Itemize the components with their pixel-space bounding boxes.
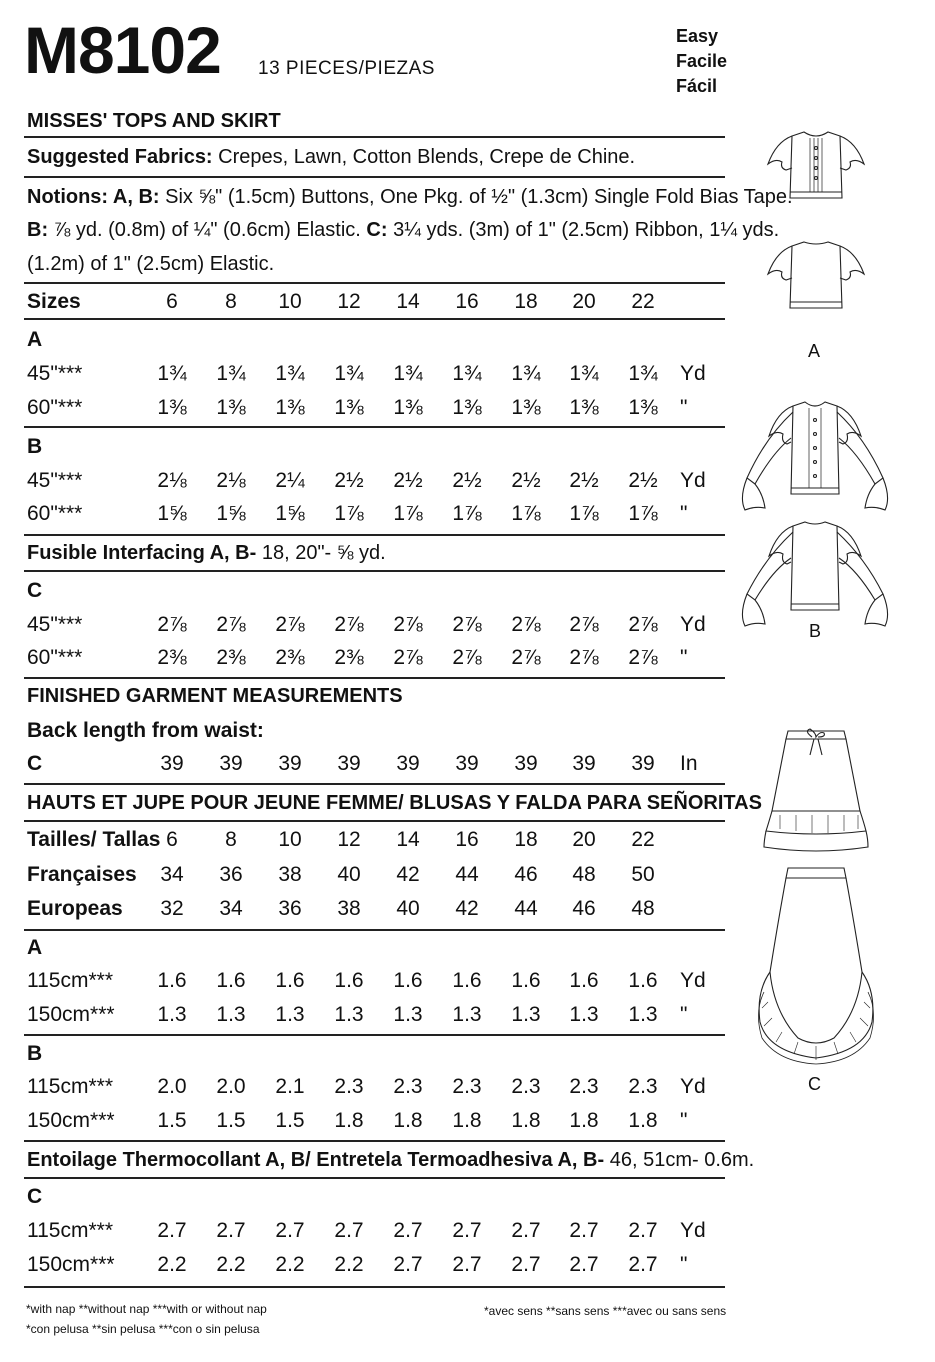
footnote-es: *con pelusa **sin pelusa ***con o sin pelusa xyxy=(26,1322,260,1336)
table-cell: 46 xyxy=(514,863,538,886)
row-unit: Yd xyxy=(680,362,706,385)
table-cell: 1.8 xyxy=(334,1109,364,1132)
table-cell: 2⅛ xyxy=(157,469,187,492)
row-unit: Yd xyxy=(680,969,706,992)
table-cell: 1.3 xyxy=(452,1003,482,1026)
table-cell: 18 xyxy=(514,828,538,851)
table-cell: 14 xyxy=(396,828,420,851)
row-unit: " xyxy=(680,1109,688,1132)
table-cell: 1⅜ xyxy=(157,396,187,419)
table-cell: 1.3 xyxy=(569,1003,599,1026)
divider xyxy=(24,929,725,931)
table-cell: 10 xyxy=(278,828,302,851)
table-cell: 2.3 xyxy=(393,1075,423,1098)
table-cell: 2½ xyxy=(628,469,658,492)
table-cell: 39 xyxy=(278,752,302,775)
table-cell: 1.3 xyxy=(216,1003,246,1026)
interfacing-label: Entoilage Thermocollant A, B/ Entretela Termoadhesiva A, B- xyxy=(27,1149,605,1171)
table-cell: 40 xyxy=(337,863,361,886)
table-cell: 2⅞ xyxy=(393,613,423,636)
table-cell: 22 xyxy=(631,828,655,851)
table-cell: 1.3 xyxy=(628,1003,658,1026)
table-cell: 2⅞ xyxy=(511,613,541,636)
row-label: 60"*** xyxy=(27,646,83,669)
notions-c-label: C: xyxy=(366,219,388,241)
notions-label: Notions: A, B: xyxy=(27,186,160,208)
view-a-label-row xyxy=(24,325,729,355)
table-cell: 36 xyxy=(278,897,302,920)
table-cell: 1⅝ xyxy=(216,502,246,525)
finished-heading: FINISHED GARMENT MEASUREMENTS xyxy=(27,685,403,707)
divider xyxy=(24,1177,725,1179)
table-cell: 2⅞ xyxy=(569,646,599,669)
fabrics-label: Suggested Fabrics: xyxy=(27,146,213,168)
table-cell: 2.7 xyxy=(393,1253,423,1276)
table-cell: 2.3 xyxy=(334,1075,364,1098)
table-cell: 46 xyxy=(572,897,596,920)
table-cell: 1⅜ xyxy=(334,396,364,419)
table-cell: 1¾ xyxy=(275,362,305,385)
view-c-front-illustration xyxy=(760,725,872,855)
table-cell: 2½ xyxy=(511,469,541,492)
table-cell: 44 xyxy=(455,863,479,886)
table-cell: 2⅛ xyxy=(216,469,246,492)
table-cell: 1.3 xyxy=(511,1003,541,1026)
yardage-row xyxy=(24,966,729,996)
table-cell: 2.0 xyxy=(157,1075,187,1098)
divider xyxy=(24,783,725,785)
pieces-count: 13 PIECES/PIEZAS xyxy=(258,58,435,79)
table-cell: 39 xyxy=(160,752,184,775)
table-cell: 1⅞ xyxy=(393,502,423,525)
table-cell: 1.6 xyxy=(511,969,541,992)
view-label: B xyxy=(27,1042,43,1065)
table-cell: 8 xyxy=(225,290,237,313)
divider xyxy=(24,426,725,428)
table-cell: 1¾ xyxy=(452,362,482,385)
table-cell: 1⅜ xyxy=(511,396,541,419)
yardage-row xyxy=(24,1072,729,1102)
table-cell: 44 xyxy=(514,897,538,920)
yardage-row xyxy=(24,359,729,389)
table-cell: 34 xyxy=(160,863,184,886)
table-cell: 2⅞ xyxy=(511,646,541,669)
table-cell: 20 xyxy=(572,828,596,851)
divider xyxy=(24,570,725,572)
table-cell: 1⅝ xyxy=(275,502,305,525)
table-cell: 2.7 xyxy=(569,1253,599,1276)
yardage-row xyxy=(24,499,729,529)
table-cell: 2.1 xyxy=(275,1075,305,1098)
interfacing-text: 18, 20"- ⅝ yd. xyxy=(261,542,386,564)
table-cell: 1¾ xyxy=(393,362,423,385)
table-cell: 1⅜ xyxy=(628,396,658,419)
table-cell: 1.5 xyxy=(275,1109,305,1132)
divider xyxy=(24,318,725,320)
footnote-fr: *avec sens **sans sens ***avec ou sans sens xyxy=(484,1304,727,1318)
table-cell: 50 xyxy=(631,863,655,886)
yardage-row xyxy=(24,393,729,423)
divider xyxy=(24,282,725,284)
row-label: 115cm*** xyxy=(27,1219,113,1242)
table-cell: 40 xyxy=(396,897,420,920)
row-unit: Yd xyxy=(680,613,706,636)
row-label: 60"*** xyxy=(27,396,83,419)
yardage-row xyxy=(24,643,729,673)
table-cell: 1¾ xyxy=(628,362,658,385)
table-cell: 12 xyxy=(337,290,361,313)
finished-subheading: Back length from waist: xyxy=(27,719,264,742)
sizes-row xyxy=(24,825,729,855)
notions-line-3: (1.2m) of 1" (2.5cm) Elastic. xyxy=(27,253,275,275)
table-cell: 1.6 xyxy=(157,969,187,992)
table-cell: 2.2 xyxy=(334,1253,364,1276)
notions-b-label: B: xyxy=(27,219,49,241)
table-cell: 2⅞ xyxy=(334,613,364,636)
table-cell: 1⅝ xyxy=(157,502,187,525)
view-b-label-row xyxy=(24,1039,729,1069)
table-cell: 1.6 xyxy=(334,969,364,992)
table-cell: 2⅜ xyxy=(157,646,187,669)
view-a-front-illustration xyxy=(762,128,870,208)
table-cell: 18 xyxy=(514,290,538,313)
view-label: A xyxy=(27,936,43,959)
view-c-label-row xyxy=(24,1182,729,1212)
table-cell: 39 xyxy=(219,752,243,775)
divider xyxy=(24,820,725,822)
table-cell: 2.3 xyxy=(628,1075,658,1098)
table-cell: 48 xyxy=(631,897,655,920)
row-label: 60"*** xyxy=(27,502,83,525)
table-cell: 1¾ xyxy=(569,362,599,385)
sizes-row xyxy=(24,860,729,890)
view-b-label-row xyxy=(24,432,729,462)
table-cell: 22 xyxy=(631,290,655,313)
table-cell: 39 xyxy=(572,752,596,775)
table-cell: 1⅜ xyxy=(393,396,423,419)
row-label: 150cm*** xyxy=(27,1253,115,1276)
row-label: 115cm*** xyxy=(27,1075,113,1098)
difficulty-rating xyxy=(676,24,727,99)
table-cell: 12 xyxy=(337,828,361,851)
table-cell: 39 xyxy=(455,752,479,775)
row-unit: " xyxy=(680,502,688,525)
table-cell: 2⅞ xyxy=(628,613,658,636)
table-cell: 42 xyxy=(396,863,420,886)
sizes-row xyxy=(24,287,729,317)
table-cell: 2.7 xyxy=(628,1219,658,1242)
view-a-back-illustration xyxy=(762,238,870,318)
table-cell: 6 xyxy=(166,828,178,851)
difficulty-fr: Facile xyxy=(676,51,728,71)
table-cell: 2¼ xyxy=(275,469,305,492)
row-label: 150cm*** xyxy=(27,1003,115,1026)
divider xyxy=(24,1286,725,1288)
table-cell: 2⅜ xyxy=(216,646,246,669)
table-cell: 1⅞ xyxy=(334,502,364,525)
notions-line-1 xyxy=(27,180,793,215)
table-cell: 1⅞ xyxy=(628,502,658,525)
table-cell: 1¾ xyxy=(511,362,541,385)
table-cell: 1⅜ xyxy=(275,396,305,419)
sizes-label: Sizes xyxy=(27,290,81,313)
table-cell: 1.8 xyxy=(511,1109,541,1132)
row-unit: " xyxy=(680,1003,688,1026)
table-cell: 2½ xyxy=(334,469,364,492)
divider xyxy=(24,136,725,138)
yardage-row xyxy=(24,1250,729,1280)
table-cell: 1.3 xyxy=(393,1003,423,1026)
table-cell: 36 xyxy=(219,863,243,886)
table-cell: 1.6 xyxy=(452,969,482,992)
footnote-en: *with nap **without nap ***with or without nap xyxy=(26,1302,267,1316)
table-cell: 42 xyxy=(455,897,479,920)
table-cell: 2.7 xyxy=(393,1219,423,1242)
table-cell: 39 xyxy=(514,752,538,775)
metric-interfacing-line xyxy=(27,1143,754,1178)
table-cell: 1⅜ xyxy=(569,396,599,419)
notions-c-text: 3¼ yds. (3m) of 1" (2.5cm) Ribbon, 1¼ yds. xyxy=(393,219,780,241)
table-cell: 1.5 xyxy=(157,1109,187,1132)
metric-heading: HAUTS ET JUPE POUR JEUNE FEMME/ BLUSAS Y FALDA PARA SEÑORITAS xyxy=(27,792,762,814)
yardage-row xyxy=(24,1000,729,1030)
table-cell: 1⅞ xyxy=(569,502,599,525)
row-unit: Yd xyxy=(680,1219,706,1242)
table-cell: 1.5 xyxy=(216,1109,246,1132)
table-cell: 2.2 xyxy=(275,1253,305,1276)
yardage-row xyxy=(24,1216,729,1246)
table-cell: 16 xyxy=(455,828,479,851)
table-cell: 2⅞ xyxy=(275,613,305,636)
table-cell: 1⅞ xyxy=(452,502,482,525)
table-cell: 1.6 xyxy=(569,969,599,992)
fabrics-line xyxy=(27,140,635,175)
table-cell: 1.8 xyxy=(452,1109,482,1132)
table-cell: 2.7 xyxy=(628,1253,658,1276)
table-cell: 2⅞ xyxy=(569,613,599,636)
table-cell: 1.3 xyxy=(275,1003,305,1026)
table-cell: 2.7 xyxy=(569,1219,599,1242)
view-label: C xyxy=(27,579,43,602)
view-a-label-row xyxy=(24,933,729,963)
interfacing-line xyxy=(27,536,386,571)
figure-a-label: A xyxy=(808,341,821,361)
table-cell: 2⅜ xyxy=(334,646,364,669)
divider xyxy=(24,1140,725,1142)
table-cell: 2.7 xyxy=(511,1253,541,1276)
table-cell: 32 xyxy=(160,897,184,920)
table-cell: 2.7 xyxy=(216,1219,246,1242)
notions-line-2 xyxy=(27,213,779,248)
table-cell: 48 xyxy=(572,863,596,886)
table-cell: 2.7 xyxy=(511,1219,541,1242)
table-cell: 1.3 xyxy=(157,1003,187,1026)
table-cell: 2⅜ xyxy=(275,646,305,669)
table-cell: 1⅜ xyxy=(216,396,246,419)
view-label: C xyxy=(27,1185,43,1208)
notions-text: Six ⅝" (1.5cm) Buttons, One Pkg. of ½" (1.3cm) Single Fold Bias Tape. xyxy=(165,186,793,208)
table-cell: 1¾ xyxy=(216,362,246,385)
difficulty-es: Fácil xyxy=(676,76,718,96)
table-cell: 10 xyxy=(278,290,302,313)
table-cell: 1.6 xyxy=(216,969,246,992)
finished-row xyxy=(24,749,729,779)
row-unit: Yd xyxy=(680,1075,706,1098)
table-cell: 1⅞ xyxy=(511,502,541,525)
row-label: 45"*** xyxy=(27,613,83,636)
row-label: 45"*** xyxy=(27,469,83,492)
table-cell: 2⅞ xyxy=(216,613,246,636)
row-label: 115cm*** xyxy=(27,969,113,992)
table-cell: 20 xyxy=(572,290,596,313)
divider xyxy=(24,176,725,178)
figure-c-label: C xyxy=(808,1074,821,1094)
table-cell: 2⅞ xyxy=(628,646,658,669)
sizes-row xyxy=(24,894,729,924)
interfacing-label: Fusible Interfacing A, B- xyxy=(27,542,257,564)
table-cell: 16 xyxy=(455,290,479,313)
divider xyxy=(24,1034,725,1036)
table-cell: 2.7 xyxy=(452,1219,482,1242)
row-label: Françaises xyxy=(27,863,137,886)
view-label: B xyxy=(27,435,43,458)
table-cell: 2.7 xyxy=(157,1219,187,1242)
view-label: A xyxy=(27,328,43,351)
table-cell: 2.7 xyxy=(334,1219,364,1242)
table-cell: 1.8 xyxy=(628,1109,658,1132)
table-cell: 2⅞ xyxy=(157,613,187,636)
yardage-row xyxy=(24,1106,729,1136)
table-cell: 2.3 xyxy=(452,1075,482,1098)
table-cell: 2⅞ xyxy=(393,646,423,669)
row-label: Europeas xyxy=(27,897,123,920)
table-cell: 2.7 xyxy=(275,1219,305,1242)
table-cell: 2½ xyxy=(569,469,599,492)
table-cell: 2.3 xyxy=(569,1075,599,1098)
table-cell: 1.8 xyxy=(569,1109,599,1132)
difficulty-en: Easy xyxy=(676,26,719,46)
row-unit: Yd xyxy=(680,469,706,492)
view-b-front-illustration xyxy=(735,398,895,516)
table-cell: 2.2 xyxy=(157,1253,187,1276)
table-cell: 6 xyxy=(166,290,178,313)
figure-b-label: B xyxy=(809,621,822,641)
table-cell: 39 xyxy=(396,752,420,775)
table-cell: 2.3 xyxy=(511,1075,541,1098)
table-cell: 39 xyxy=(631,752,655,775)
table-cell: 1¾ xyxy=(334,362,364,385)
pattern-number: M8102 xyxy=(24,13,221,87)
yardage-row xyxy=(24,610,729,640)
table-cell: 2⅞ xyxy=(452,613,482,636)
yardage-row xyxy=(24,466,729,496)
table-cell: 14 xyxy=(396,290,420,313)
table-cell: 34 xyxy=(219,897,243,920)
row-label: Tailles/ Tallas xyxy=(27,828,161,851)
table-cell: 1.6 xyxy=(393,969,423,992)
table-cell: 1⅜ xyxy=(452,396,482,419)
view-c-back-illustration xyxy=(748,862,884,1066)
table-cell: 8 xyxy=(225,828,237,851)
row-unit: " xyxy=(680,646,688,669)
row-unit: In xyxy=(680,752,698,775)
view-c-label-row xyxy=(24,576,729,606)
table-cell: 2.7 xyxy=(452,1253,482,1276)
row-label: 45"*** xyxy=(27,362,83,385)
row-label: C xyxy=(27,752,43,775)
table-cell: 2½ xyxy=(393,469,423,492)
table-cell: 2.0 xyxy=(216,1075,246,1098)
table-cell: 2⅞ xyxy=(452,646,482,669)
table-cell: 2½ xyxy=(452,469,482,492)
title: MISSES' TOPS AND SKIRT xyxy=(27,110,281,132)
table-cell: 38 xyxy=(278,863,302,886)
row-unit: " xyxy=(680,1253,688,1276)
table-cell: 1.6 xyxy=(628,969,658,992)
row-label: 150cm*** xyxy=(27,1109,115,1132)
table-cell: 1¾ xyxy=(157,362,187,385)
table-cell: 38 xyxy=(337,897,361,920)
interfacing-text: 46, 51cm- 0.6m. xyxy=(609,1149,755,1171)
notions-b-text: ⅞ yd. (0.8m) of ¼" (0.6cm) Elastic. xyxy=(53,219,361,241)
fabrics-text: Crepes, Lawn, Cotton Blends, Crepe de Chine. xyxy=(218,146,636,168)
table-cell: 2.2 xyxy=(216,1253,246,1276)
row-unit: " xyxy=(680,396,688,419)
table-cell: 1.3 xyxy=(334,1003,364,1026)
view-b-back-illustration xyxy=(735,518,895,630)
table-cell: 1.6 xyxy=(275,969,305,992)
table-cell: 1.8 xyxy=(393,1109,423,1132)
table-cell: 39 xyxy=(337,752,361,775)
